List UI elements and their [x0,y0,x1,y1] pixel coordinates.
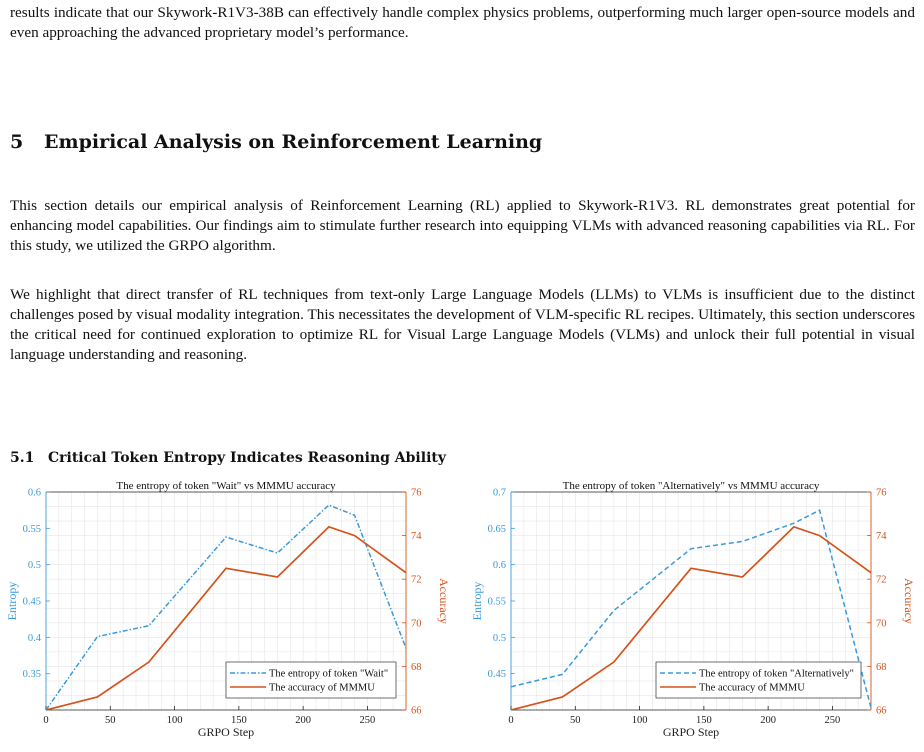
left-y-tick-label: 0.35 [22,669,41,681]
right-y-tick-label: 70 [411,618,422,630]
right-y-tick-label: 76 [411,487,422,499]
right-y-tick-label: 74 [411,531,422,543]
x-axis-label: GRPO Step [197,725,255,739]
left-y-tick-label: 0.7 [492,487,506,499]
subsection-heading [10,450,446,466]
chart-wait-entropy [0,478,451,750]
entropy-data-point [405,647,407,649]
accuracy-data-point [328,526,330,528]
section-heading [10,131,542,153]
accuracy-data-point [870,571,872,573]
right-y-tick-label: 68 [411,661,422,673]
left-y-tick-label: 0.65 [487,523,506,535]
left-y-tick-label: 0.5 [27,560,41,572]
right-y-tick-label: 70 [876,618,887,630]
x-tick-label: 150 [230,715,247,726]
accuracy-data-point [96,696,98,698]
entropy-data-point [148,625,150,627]
left-y-tick-label: 0.4 [27,632,41,644]
x-axis-label: GRPO Step [662,725,720,739]
right-y-tick-label: 74 [876,531,887,543]
accuracy-data-point [690,567,692,569]
accuracy-data-point [741,576,743,578]
left-y-tick-label: 0.5 [492,632,506,644]
paragraph-results: results indicate that our Skywork-R1V3-38B can effectively handle complex physics problems, outperforming much larger open-source models and even approaching the advanced proprietary model’s performance. [10,4,915,41]
left-y-tick-label: 0.6 [27,487,41,499]
right-y-tick-label: 76 [876,487,887,499]
entropy-data-point [328,504,330,506]
legend-accuracy-label: The accuracy of MMMU [699,682,805,694]
chart-title: The entropy of token "Wait" vs MMMU accuracy [116,480,336,492]
subsection-title: Critical Token Entropy Indicates Reasoning Ability [48,450,446,466]
legend-entropy-label: The entropy of token "Alternatively" [699,668,854,680]
paragraph-transfer: We highlight that direct transfer of RL techniques from text-only Large Language Models (LLMs) to VLMs is insufficient due to the distinct challenges posed by visual modality integration. This necessitates the development of VLM-specific RL recipes. Ultimately, this section underscores the critical need for continued exploration to optimize RL for Visual Large Language Models (VLMs) and unlock their full potential in visual language understanding and reasoning. [10,286,915,363]
right-y-tick-label: 66 [876,705,887,717]
left-y-tick-label: 0.45 [22,596,41,608]
entropy-data-point [561,673,563,675]
entropy-data-point [225,536,227,538]
right-y-axis-label: Accuracy [902,578,916,624]
entropy-data-point [870,707,872,709]
left-y-tick-label: 0.55 [487,596,506,608]
section-title: Empirical Analysis on Reinforcement Learning [44,131,543,153]
paragraph-intro: This section details our empirical analysis of Reinforcement Learning (RL) applied to Skywork-R1V3. RL demonstrates great potential for enhancing model capabilities. Our findings aim to stimulate further research into equipping VLMs with advanced reasoning capabilities via RL. For this study, we utilized the GRPO algorithm. [10,197,915,254]
section-number: 5 [10,131,24,153]
x-tick-label: 100 [631,715,648,726]
chart-legend [656,662,861,698]
accuracy-data-point [276,576,278,578]
right-y-tick-label: 68 [876,661,887,673]
entropy-data-point [793,522,795,524]
chart-legend [226,662,396,698]
legend-entropy-label: The entropy of token "Wait" [269,668,389,680]
left-y-tick-label: 0.45 [487,669,506,681]
accuracy-data-point [613,661,615,663]
entropy-data-point [818,509,820,511]
chart-alternatively-entropy [465,478,916,750]
x-tick-label: 150 [695,715,712,726]
chart-title: The entropy of token "Alternatively" vs MMMU accuracy [562,480,820,492]
x-tick-label: 250 [824,715,841,726]
accuracy-data-point [793,526,795,528]
accuracy-data-point [225,567,227,569]
right-y-tick-label: 72 [411,574,422,586]
entropy-data-point [276,552,278,554]
left-y-axis-label: Entropy [5,581,19,621]
entropy-data-point [690,547,692,549]
accuracy-data-point [510,709,512,711]
entropy-data-point [613,609,615,611]
x-tick-label: 0 [508,715,514,726]
subsection-number: 5.1 [10,450,35,466]
accuracy-data-point [148,661,150,663]
entropy-data-point [741,540,743,542]
x-tick-label: 200 [760,715,777,726]
x-tick-label: 100 [166,715,183,726]
legend-accuracy-label: The accuracy of MMMU [269,682,375,694]
right-y-axis-label: Accuracy [437,578,451,624]
x-tick-label: 250 [359,715,376,726]
left-y-axis-label: Entropy [470,581,484,621]
accuracy-data-point [561,696,563,698]
right-y-tick-label: 66 [411,705,422,717]
entropy-data-point [96,635,98,637]
x-tick-label: 50 [570,715,581,726]
accuracy-data-point [405,571,407,573]
x-tick-label: 0 [43,715,49,726]
entropy-data-point [353,514,355,516]
right-y-tick-label: 72 [876,574,887,586]
accuracy-data-point [353,534,355,536]
accuracy-data-point [818,534,820,536]
x-tick-label: 50 [105,715,116,726]
accuracy-data-point [45,709,47,711]
left-y-tick-label: 0.6 [492,560,506,572]
left-y-tick-label: 0.55 [22,523,41,535]
entropy-data-point [510,686,512,688]
x-tick-label: 200 [295,715,312,726]
